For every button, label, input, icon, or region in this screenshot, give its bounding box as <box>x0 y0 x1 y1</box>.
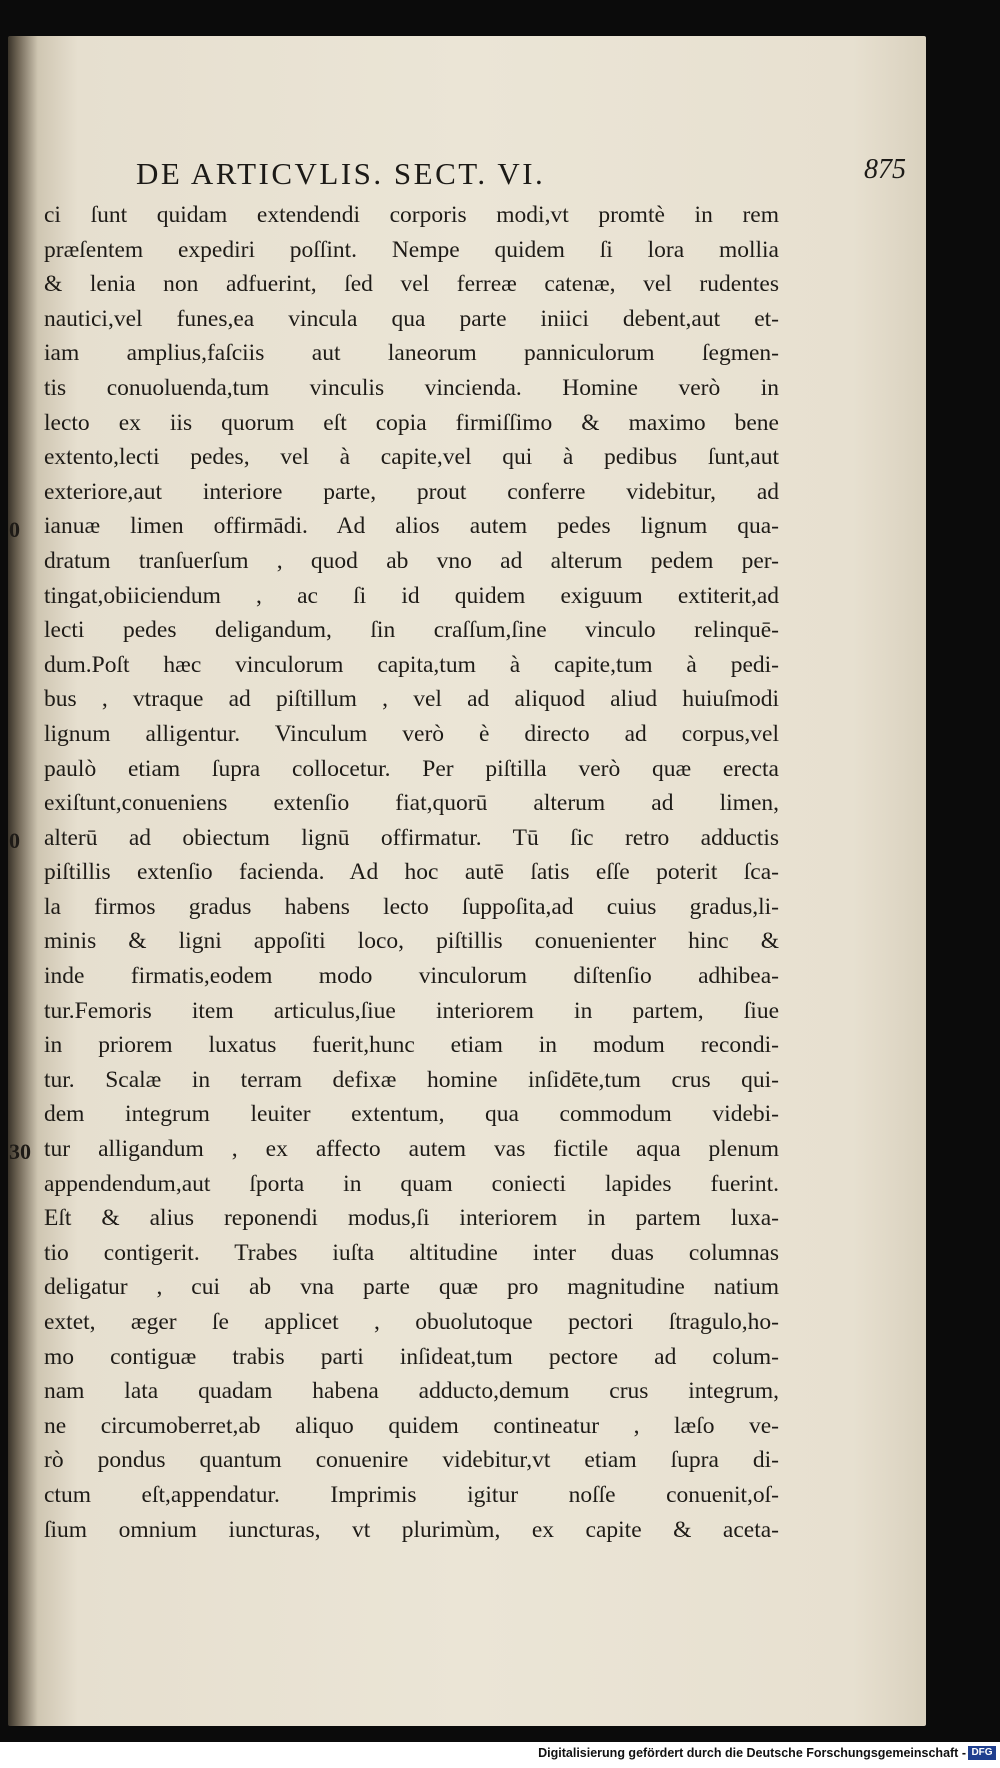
text-line: extento,lecti pedes, vel à capite,vel qui à pedibus ſunt,aut <box>44 444 779 471</box>
text-line: alterū ad obiectum lignū offirmatur. Tū ſic retro adductis <box>44 824 779 851</box>
text-line: tio contigerit. Trabes iuſta altitudine inter duas columnas <box>44 1239 779 1266</box>
text-line: la firmos gradus habens lecto ſuppoſita,ad cuius gradus,li- <box>44 893 779 920</box>
text-line: dratum tranſuerſum , quod ab vno ad alterum pedem per- <box>44 547 779 574</box>
text-line: nautici,vel funes,ea vincula qua parte iniici debent,aut et- <box>44 305 779 332</box>
text-line: piſtillis extenſio facienda. Ad hoc autē ſatis eſſe poterit ſca- <box>44 859 779 886</box>
text-line: ſium omnium iuncturas, vt plurimùm, ex capite & aceta- <box>44 1516 779 1543</box>
body-text <box>44 198 779 1547</box>
footer-bar <box>0 1742 1000 1768</box>
text-line: dum.Poſt hæc vinculorum capita,tum à capite,tum à pedi- <box>44 651 779 678</box>
margin-number: 0 <box>9 828 20 853</box>
text-line: dem integrum leuiter extentum, qua commodum videbi- <box>44 1101 779 1128</box>
page-header <box>136 156 906 196</box>
text-line: appendendum,aut ſporta in quam coniecti lapides fuerint. <box>44 1170 779 1197</box>
text-line: nam lata quadam habena adducto,demum crus integrum, <box>44 1378 779 1405</box>
text-line: lecti pedes deligandum, ſin craſſum,ſine vinculo relinquē- <box>44 617 779 644</box>
text-line: tingat,obiiciendum , ac ſi id quidem exiguum extiterit,ad <box>44 582 779 609</box>
running-title: DE ARTICVLIS. SECT. VI. <box>136 156 546 191</box>
margin-number: 0 <box>9 517 20 542</box>
page-number: 875 <box>864 154 906 185</box>
digitization-credit: Digitalisierung gefördert durch die Deutsche Forschungsgemeinschaft - <box>538 1746 966 1760</box>
text-line: ianuæ limen offirmādi. Ad alios autem pedes lignum qua- <box>44 513 779 540</box>
text-line: præſentem expediri poſſint. Nempe quidem ſi lora mollia <box>44 236 779 263</box>
text-line: tur alligandum , ex affecto autem vas fictile aqua plenum <box>44 1136 779 1163</box>
text-line: minis & ligni appoſiti loco, piſtillis conuenienter hinc & <box>44 928 779 955</box>
text-line: lignum alligentur. Vinculum verò è directo ad corpus,vel <box>44 720 779 747</box>
margin-number: 30 <box>9 1139 31 1164</box>
dfg-logo: DFG <box>968 1746 996 1760</box>
book-page <box>8 36 926 1726</box>
text-line: mo contiguæ trabis parti inſideat,tum pectore ad colum- <box>44 1343 779 1370</box>
text-line: iam amplius,faſciis aut laneorum panniculorum ſegmen- <box>44 340 779 367</box>
text-line: paulò etiam ſupra collocetur. Per piſtilla verò quæ erecta <box>44 755 779 782</box>
text-line: tur.Femoris item articulus,ſiue interiorem in partem, ſiue <box>44 997 779 1024</box>
text-line: exteriore,aut interiore parte, prout conferre videbitur, ad <box>44 478 779 505</box>
text-line: inde firmatis,eodem modo vinculorum diſtenſio adhibea- <box>44 963 779 990</box>
text-line: in priorem luxatus fuerit,hunc etiam in modum recondi- <box>44 1032 779 1059</box>
text-line: bus , vtraque ad piſtillum , vel ad aliquod aliud huiuſmodi <box>44 686 779 713</box>
text-line: rò pondus quantum conuenire videbitur,vt etiam ſupra di- <box>44 1447 779 1474</box>
text-line: deligatur , cui ab vna parte quæ pro magnitudine natium <box>44 1274 779 1301</box>
text-line: tis conuoluenda,tum vinculis vincienda. Homine verò in <box>44 374 779 401</box>
text-line: ci ſunt quidam extendendi corporis modi,vt promtè in rem <box>44 202 779 228</box>
text-line: Eſt & alius reponendi modus,ſi interiorem in partem luxa- <box>44 1205 779 1232</box>
text-line: ctum eſt,appendatur. Imprimis igitur noſſe conuenit,oſ- <box>44 1481 779 1508</box>
text-line: exiſtunt,conueniens extenſio fiat,quorū alterum ad limen, <box>44 790 779 817</box>
text-line: tur. Scalæ in terram defixæ homine inſidēte,tum crus qui- <box>44 1066 779 1093</box>
text-line: ne circumoberret,ab aliquo quidem contineatur , læſo ve- <box>44 1412 779 1439</box>
text-line: lecto ex iis quorum eſt copia firmiſſimo & maximo bene <box>44 409 779 436</box>
text-line: & lenia non adfuerint, ſed vel ferreæ catenæ, vel rudentes <box>44 271 779 298</box>
text-line: extet, æger ſe applicet , obuolutoque pectori ſtragulo,ho- <box>44 1309 779 1335</box>
